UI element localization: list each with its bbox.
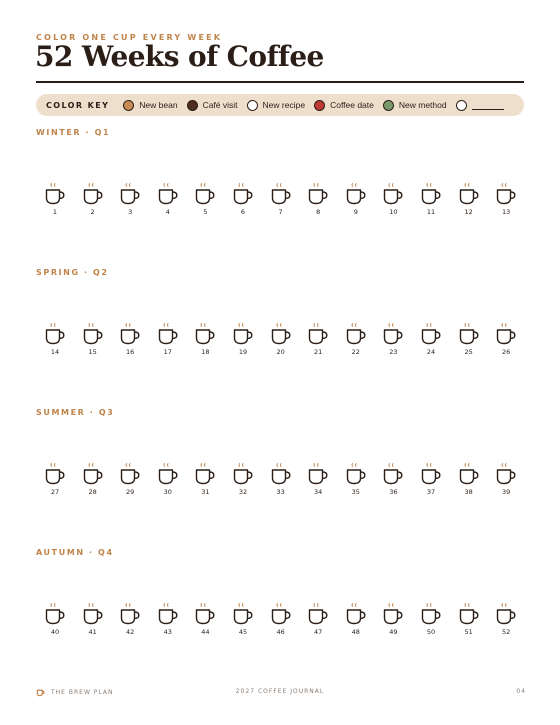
week-cup-11[interactable] [420,182,442,222]
week-cup-34[interactable] [307,462,329,502]
week-number: 34 [314,488,323,496]
week-number: 28 [88,488,97,496]
week-number: 21 [314,348,323,356]
week-cup-14[interactable] [44,322,66,362]
week-number: 14 [50,348,60,356]
footer-page-number: 04 [516,688,526,695]
coffee-cup-icon[interactable] [232,462,254,486]
week-number: 29 [126,488,135,496]
week-cup-15[interactable] [82,322,104,362]
key-item-coffee-date [314,100,374,111]
coffee-cup-icon[interactable] [458,182,480,206]
week-cup-20[interactable] [270,322,292,362]
week-cup-16[interactable] [119,322,141,362]
week-number: 47 [314,628,323,636]
week-number: 50 [426,628,436,636]
week-cup-50[interactable] [420,602,442,642]
week-cup-13[interactable] [495,182,517,222]
week-cup-25[interactable] [458,322,480,362]
coffee-cup-icon[interactable] [232,182,254,206]
week-number: 36 [389,488,398,496]
coffee-cup-icon[interactable] [119,182,141,206]
cup-row-q3 [44,462,516,502]
week-number: 40 [50,628,60,636]
week-cup-28[interactable] [82,462,104,502]
coffee-cup-icon[interactable] [194,462,216,486]
week-cup-47[interactable] [307,602,329,642]
week-cup-37[interactable] [420,462,442,502]
week-cup-17[interactable] [157,322,179,362]
coffee-cup-icon[interactable] [82,322,104,346]
coffee-cup-icon[interactable] [270,462,292,486]
week-cup-4[interactable] [157,182,179,222]
week-cup-26[interactable] [495,322,517,362]
cup-row-q4 [44,602,516,642]
week-number: 33 [276,488,285,496]
week-cup-19[interactable] [232,322,254,362]
coffee-cup-icon[interactable] [458,322,480,346]
coffee-cup-icon[interactable] [194,182,216,206]
key-swatch-custom [456,100,467,111]
coffee-cup-icon[interactable] [44,322,66,346]
week-number: 6 [240,208,246,216]
week-number: 31 [201,488,210,496]
week-cup-27[interactable] [44,462,66,502]
coffee-cup-icon[interactable] [232,602,254,626]
week-number: 52 [502,628,511,636]
coffee-cup-icon[interactable] [82,182,104,206]
season-label-summer: SUMMER · Q3 [36,408,115,417]
week-number: 26 [502,348,511,356]
week-number: 24 [426,348,436,356]
week-number: 17 [163,348,172,356]
week-cup-12[interactable] [458,182,480,222]
week-cup-8[interactable] [307,182,329,222]
week-cup-5[interactable] [194,182,216,222]
week-number: 9 [353,208,358,216]
week-number: 43 [163,628,172,636]
coffee-cup-icon[interactable] [307,322,329,346]
week-cup-7[interactable] [270,182,292,222]
coffee-cup-icon[interactable] [270,322,292,346]
key-item-new-recipe [247,100,306,111]
week-cup-31[interactable] [194,462,216,502]
week-number: 27 [50,488,60,496]
week-cup-30[interactable] [157,462,179,502]
coffee-cup-icon[interactable] [44,462,66,486]
week-number: 23 [389,348,398,356]
week-number: 8 [316,208,321,216]
week-cup-21[interactable] [307,322,329,362]
week-cup-29[interactable] [119,462,141,502]
color-key-bar [36,94,524,116]
key-swatch-cafe-visit [187,100,198,111]
title-divider [36,81,524,83]
week-cup-3[interactable] [119,182,141,222]
key-swatch-new-recipe [247,100,258,111]
coffee-cup-icon[interactable] [495,322,517,346]
coffee-cup-icon[interactable] [307,462,329,486]
key-label-coffee-date: Coffee date [330,100,374,110]
week-cup-49[interactable] [382,602,404,642]
coffee-cup-icon[interactable] [194,602,216,626]
coffee-cup-icon[interactable] [345,182,367,206]
key-item-cafe-visit [187,100,238,111]
coffee-cup-icon[interactable] [495,602,517,626]
week-cup-33[interactable] [270,462,292,502]
week-cup-41[interactable] [82,602,104,642]
custom-key-blank-line[interactable] [472,109,504,110]
coffee-cup-icon[interactable] [382,322,404,346]
page-kicker: COLOR ONE CUP EVERY WEEK [36,33,223,42]
week-cup-24[interactable] [420,322,442,362]
key-item-new-bean [123,100,177,111]
season-label-winter: WINTER · Q1 [36,128,111,137]
week-number: 37 [426,488,436,496]
coffee-cup-icon[interactable] [382,602,404,626]
cup-row-q1 [44,182,516,222]
coffee-cup-icon[interactable] [157,182,179,206]
week-number: 20 [276,348,285,356]
coffee-cup-icon[interactable] [270,182,292,206]
week-cup-40[interactable] [44,602,66,642]
key-swatch-coffee-date [314,100,325,111]
week-number: 35 [351,488,360,496]
key-label-new-recipe: New recipe [262,100,306,110]
week-cup-10[interactable] [382,182,404,222]
coffee-cup-icon[interactable] [157,462,179,486]
week-cup-42[interactable] [119,602,141,642]
week-cup-52[interactable] [495,602,517,642]
coffee-cup-icon[interactable] [270,602,292,626]
week-cup-22[interactable] [345,322,367,362]
page-title: 52 Weeks of Coffee [35,40,324,73]
footer-journal-title: 2027 COFFEE JOURNAL [235,688,325,695]
week-number: 22 [351,348,360,356]
week-cup-45[interactable] [232,602,254,642]
coffee-cup-icon[interactable] [382,462,404,486]
coffee-cup-icon[interactable] [420,182,442,206]
color-key-label: COLOR KEY [46,100,110,110]
key-item-new-method [383,100,447,111]
week-number: 48 [351,628,360,636]
week-number: 42 [126,628,135,636]
week-number: 39 [502,488,511,496]
coffee-cup-icon[interactable] [382,182,404,206]
coffee-cup-icon[interactable] [194,322,216,346]
coffee-cup-icon[interactable] [82,602,104,626]
week-number: 41 [88,628,97,636]
week-number: 25 [464,348,473,356]
season-label-spring: SPRING · Q2 [36,268,109,277]
week-number: 12 [464,208,473,216]
week-number: 7 [278,208,283,216]
week-number: 30 [163,488,172,496]
week-cup-2[interactable] [82,182,104,222]
coffee-cup-icon[interactable] [307,602,329,626]
coffee-cup-icon[interactable] [495,182,517,206]
week-cup-36[interactable] [382,462,404,502]
week-cup-48[interactable] [345,602,367,642]
week-cup-39[interactable] [495,462,517,502]
week-cup-6[interactable] [232,182,254,222]
week-number: 32 [238,488,248,496]
week-number: 15 [88,348,97,356]
coffee-cup-icon[interactable] [420,322,442,346]
week-number: 46 [276,628,285,636]
week-number: 16 [126,348,135,356]
week-cup-51[interactable] [458,602,480,642]
coffee-cup-icon[interactable] [44,182,66,206]
key-label-new-bean: New bean [139,100,178,110]
week-number: 11 [426,208,436,216]
week-number: 18 [201,348,210,356]
week-cup-32[interactable] [232,462,254,502]
week-cup-43[interactable] [157,602,179,642]
key-swatch-new-bean [123,100,134,111]
week-number: 19 [238,348,248,356]
cup-row-q2 [44,322,516,362]
week-cup-44[interactable] [194,602,216,642]
week-cup-9[interactable] [345,182,367,222]
coffee-cup-icon[interactable] [420,462,442,486]
footer-brand-text: THE BREW PLAN [51,689,114,696]
key-swatch-new-method [383,100,394,111]
coffee-cup-icon[interactable] [119,462,141,486]
week-cup-18[interactable] [194,322,216,362]
week-number: 2 [90,208,95,216]
coffee-cup-icon[interactable] [420,602,442,626]
key-label-new-method: New method [398,100,447,110]
coffee-cup-icon[interactable] [119,322,141,346]
week-number: 1 [52,208,58,216]
coffee-cup-icon[interactable] [119,602,141,626]
week-number: 45 [238,628,248,636]
key-label-cafe-visit: Café visit [202,100,238,110]
week-number: 51 [464,628,473,636]
coffee-cup-icon[interactable] [345,602,367,626]
week-cup-35[interactable] [345,462,367,502]
coffee-cup-icon[interactable] [232,322,254,346]
coffee-cup-icon[interactable] [345,322,367,346]
week-number: 5 [203,208,208,216]
week-number: 44 [201,628,210,636]
week-number: 49 [389,628,398,636]
coffee-cup-icon[interactable] [495,462,517,486]
week-cup-38[interactable] [458,462,480,502]
week-number: 4 [165,208,170,216]
coffee-cup-icon[interactable] [44,602,66,626]
coffee-cup-icon[interactable] [157,322,179,346]
key-item-custom [456,100,504,111]
week-cup-23[interactable] [382,322,404,362]
coffee-cup-icon[interactable] [458,462,480,486]
week-cup-1[interactable] [44,182,66,222]
season-label-autumn: AUTUMN · Q4 [36,548,114,557]
week-cup-46[interactable] [270,602,292,642]
week-number: 3 [128,208,133,216]
coffee-cup-icon[interactable] [345,462,367,486]
coffee-cup-icon[interactable] [82,462,104,486]
coffee-cup-icon[interactable] [307,182,329,206]
coffee-cup-icon[interactable] [157,602,179,626]
coffee-cup-icon[interactable] [458,602,480,626]
week-number: 13 [502,208,511,216]
week-number: 38 [464,488,473,496]
week-number: 10 [389,208,398,216]
